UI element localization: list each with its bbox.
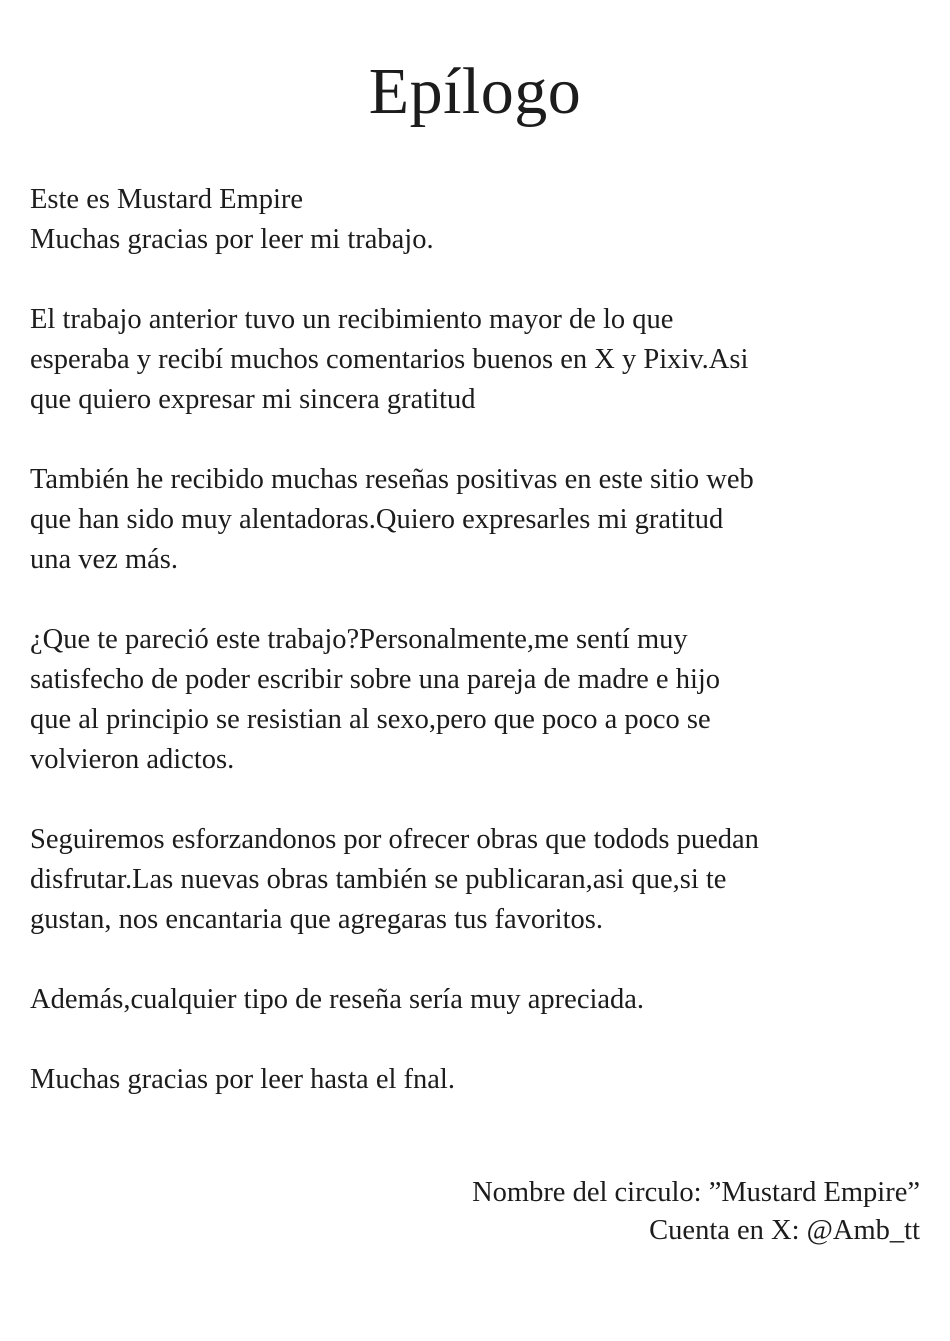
text-line: Este es Mustard Empire xyxy=(30,184,304,215)
text-line: El trabajo anterior tuvo un recibimiento mayor de lo que xyxy=(30,304,674,335)
text-line: que al principio se resistian al sexo,pero que poco a poco se xyxy=(30,704,711,735)
signature-block xyxy=(472,1174,920,1250)
paragraph-opinion xyxy=(30,620,930,780)
paragraph-review-request xyxy=(30,980,930,1020)
text-line: Muchas gracias por leer hasta el fnal. xyxy=(30,1064,455,1095)
text-line: esperaba y recibí muchos comentarios buenos en X y Pixiv.Asi xyxy=(30,344,749,375)
text-line: También he recibido muchas reseñas positivas en este sitio web xyxy=(30,464,754,495)
text-line: que quiero expresar mi sincera gratitud xyxy=(30,384,476,415)
text-line: una vez más. xyxy=(30,544,178,575)
text-line: volvieron adictos. xyxy=(30,744,235,775)
circle-name: Nombre del circulo: ”Mustard Empire” xyxy=(472,1177,920,1208)
text-line: que han sido muy alentadoras.Quiero expresarles mi gratitud xyxy=(30,504,724,535)
text-line: Muchas gracias por leer mi trabajo. xyxy=(30,224,434,255)
text-line: gustan, nos encantaria que agregaras tus favoritos. xyxy=(30,904,603,935)
paragraph-thanks xyxy=(30,1060,930,1100)
paragraph-greeting xyxy=(30,180,930,260)
paragraph-previous-work xyxy=(30,300,930,420)
x-account: Cuenta en X: @Amb_tt xyxy=(649,1215,920,1246)
text-line: satisfecho de poder escribir sobre una pareja de madre e hijo xyxy=(30,664,721,695)
text-line: disfrutar.Las nuevas obras también se publicaran,asi que,si te xyxy=(30,864,727,895)
text-line: Seguiremos esforzandonos por ofrecer obras que todods puedan xyxy=(30,824,759,855)
paragraph-future-works xyxy=(30,820,930,940)
paragraph-reviews xyxy=(30,460,930,580)
text-line: ¿Que te pareció este trabajo?Personalmente,me sentí muy xyxy=(30,624,688,655)
epilogue-body xyxy=(30,180,930,1140)
text-line: Además,cualquier tipo de reseña sería muy apreciada. xyxy=(30,984,645,1015)
page-title: Epílogo xyxy=(368,55,582,128)
